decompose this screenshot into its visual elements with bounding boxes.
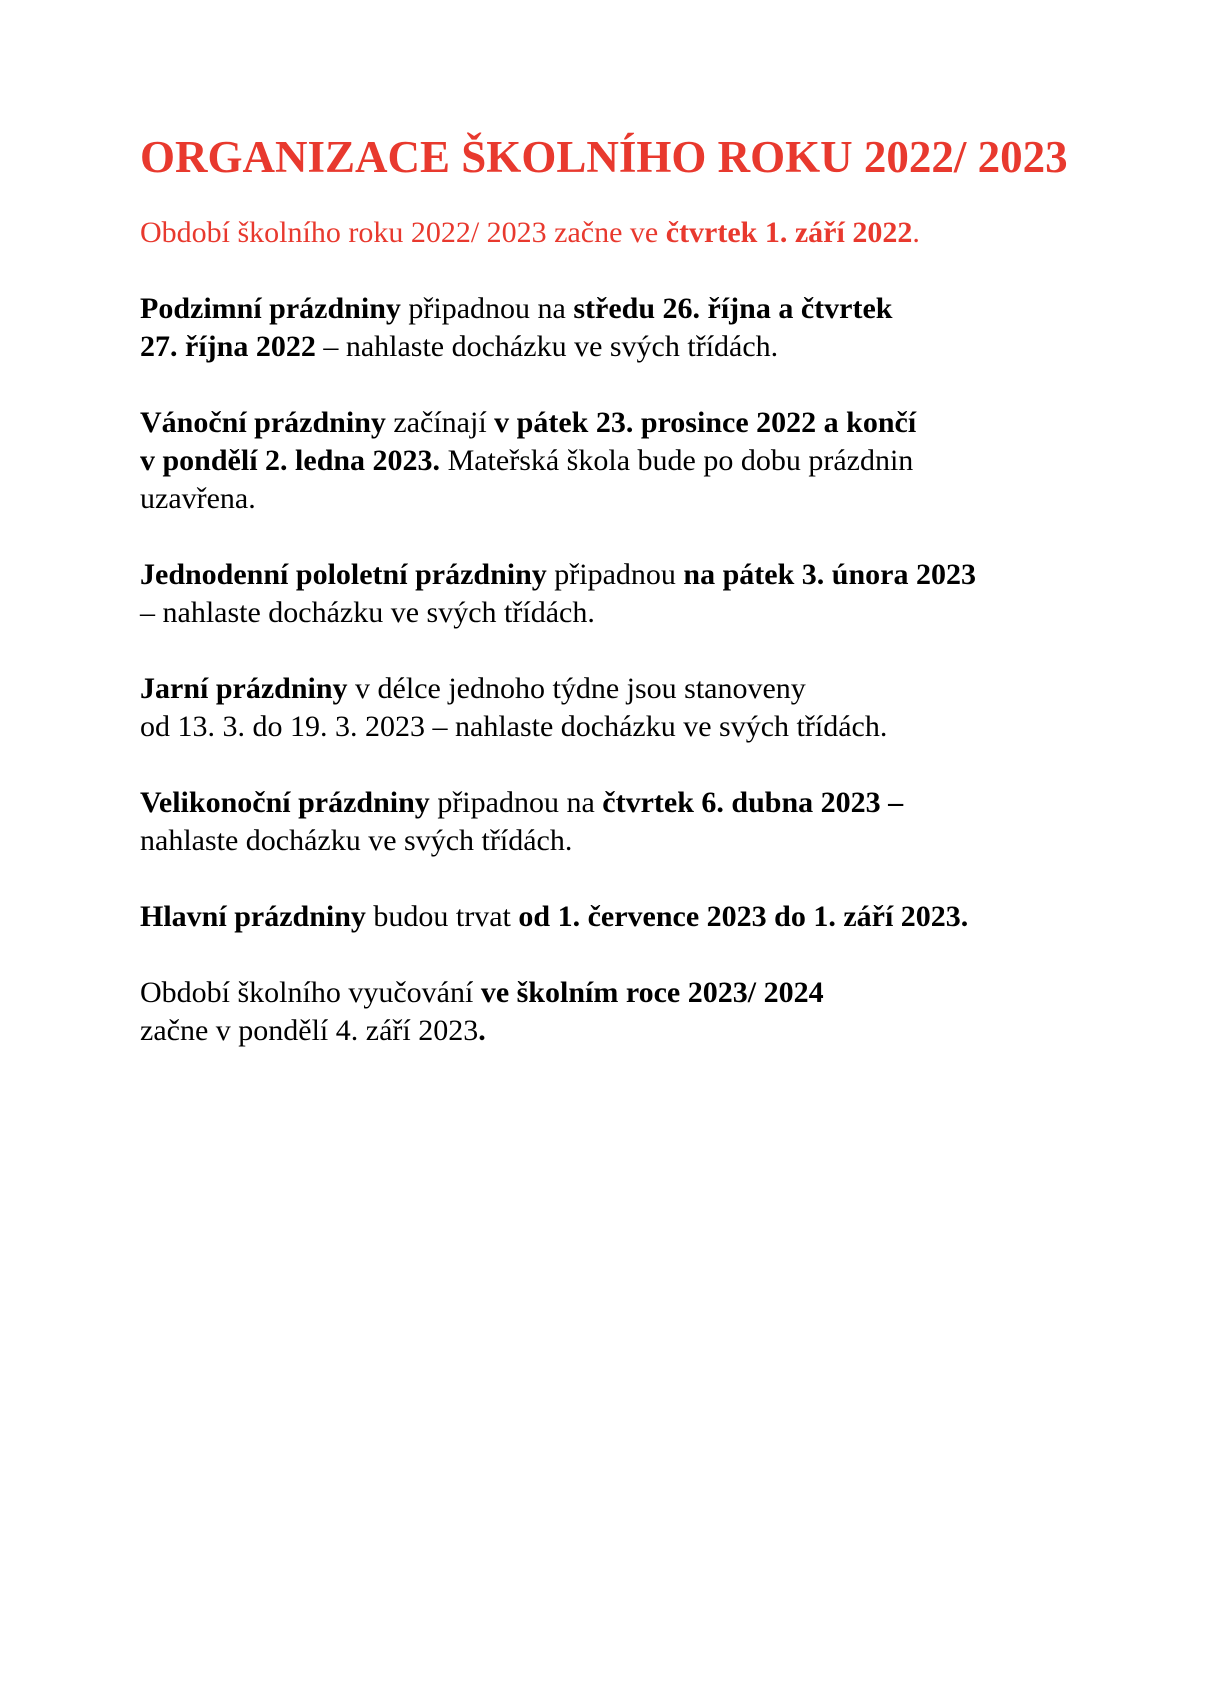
christmas-line-3 [140, 480, 1130, 518]
easter-date: čtvrtek 6. dubna 2023 – [602, 786, 904, 819]
easter-line-2 [140, 822, 1130, 860]
easter-line-1 [140, 784, 1130, 822]
nextyear-line-1 [140, 974, 1130, 1012]
summer-date: od 1. července 2023 do 1. září 2023. [518, 900, 969, 933]
nextyear-text-2: začne v pondělí 4. září 2023 [140, 1014, 479, 1047]
autumn-date-2: 27. října 2022 [140, 330, 316, 363]
spring-text-1: v délce jednoho týdne jsou stanoveny [347, 672, 806, 705]
spring-holidays-paragraph [140, 670, 1130, 746]
christmas-text-2: Mateřská škola bude po dobu prázdnin [440, 444, 914, 477]
autumn-line-2 [140, 328, 1130, 366]
christmas-holidays-paragraph [140, 404, 1130, 518]
summer-heading: Hlavní prázdniny [140, 900, 366, 933]
halfyear-heading: Jednodenní pololetní prázdniny [140, 558, 547, 591]
summer-text-1: budou trvat [365, 900, 519, 933]
page-title: ORGANIZACE ŠKOLNÍHO ROKU 2022/ 2023 [140, 132, 1068, 182]
autumn-heading: Podzimní prázdniny [140, 292, 401, 325]
christmas-date-2: v pondělí 2. ledna 2023. [140, 444, 441, 477]
autumn-date-1: středu 26. října a čtvrtek [573, 292, 893, 325]
summer-line-1 [140, 898, 1130, 936]
christmas-text-1: začínají [385, 406, 495, 439]
halfyear-line-2 [140, 594, 1130, 632]
summer-holidays-paragraph [140, 898, 1130, 936]
autumn-text-2: – nahlaste docházku ve svých třídách. [315, 330, 779, 363]
nextyear-line-2 [140, 1012, 1130, 1050]
autumn-line-1 [140, 290, 1130, 328]
halfyear-date: na pátek 3. února 2023 [683, 558, 976, 591]
christmas-date-1: v pátek 23. prosince 2022 a končí [494, 406, 917, 439]
document-content [140, 128, 1130, 1050]
easter-text-2: nahlaste docházku ve svých třídách. [140, 824, 573, 857]
christmas-line-2 [140, 442, 1130, 480]
intro-date: čtvrtek 1. září 2022 [665, 216, 913, 249]
spring-heading: Jarní prázdniny [140, 672, 348, 705]
halfyear-text-2: – nahlaste docházku ve svých třídách. [140, 596, 595, 629]
christmas-line-1 [140, 404, 1130, 442]
halfyear-text-1: připadnou [546, 558, 684, 591]
christmas-text-3: uzavřena. [140, 482, 256, 515]
nextyear-school-year: ve školním roce 2023/ 2024 [480, 976, 824, 1009]
easter-holidays-paragraph [140, 784, 1130, 860]
spring-line-2 [140, 708, 1130, 746]
christmas-heading: Vánoční prázdniny [140, 406, 386, 439]
autumn-holidays-paragraph [140, 290, 1130, 366]
nextyear-period: . [478, 1014, 486, 1047]
next-school-year-paragraph [140, 974, 1130, 1050]
intro-end: . [912, 216, 920, 249]
spring-line-1 [140, 670, 1130, 708]
halfyear-line-1 [140, 556, 1130, 594]
spring-text-2: od 13. 3. do 19. 3. 2023 – nahlaste docházku ve svých třídách. [140, 710, 888, 743]
easter-heading: Velikonoční prázdniny [140, 786, 430, 819]
easter-text-1: připadnou na [429, 786, 603, 819]
nextyear-text-1: Období školního vyučování [140, 976, 481, 1009]
school-year-start-paragraph [140, 214, 1130, 252]
autumn-text-1: připadnou na [400, 292, 574, 325]
halfyear-holidays-paragraph [140, 556, 1130, 632]
intro-text: Období školního roku 2022/ 2023 začne ve [140, 216, 666, 249]
